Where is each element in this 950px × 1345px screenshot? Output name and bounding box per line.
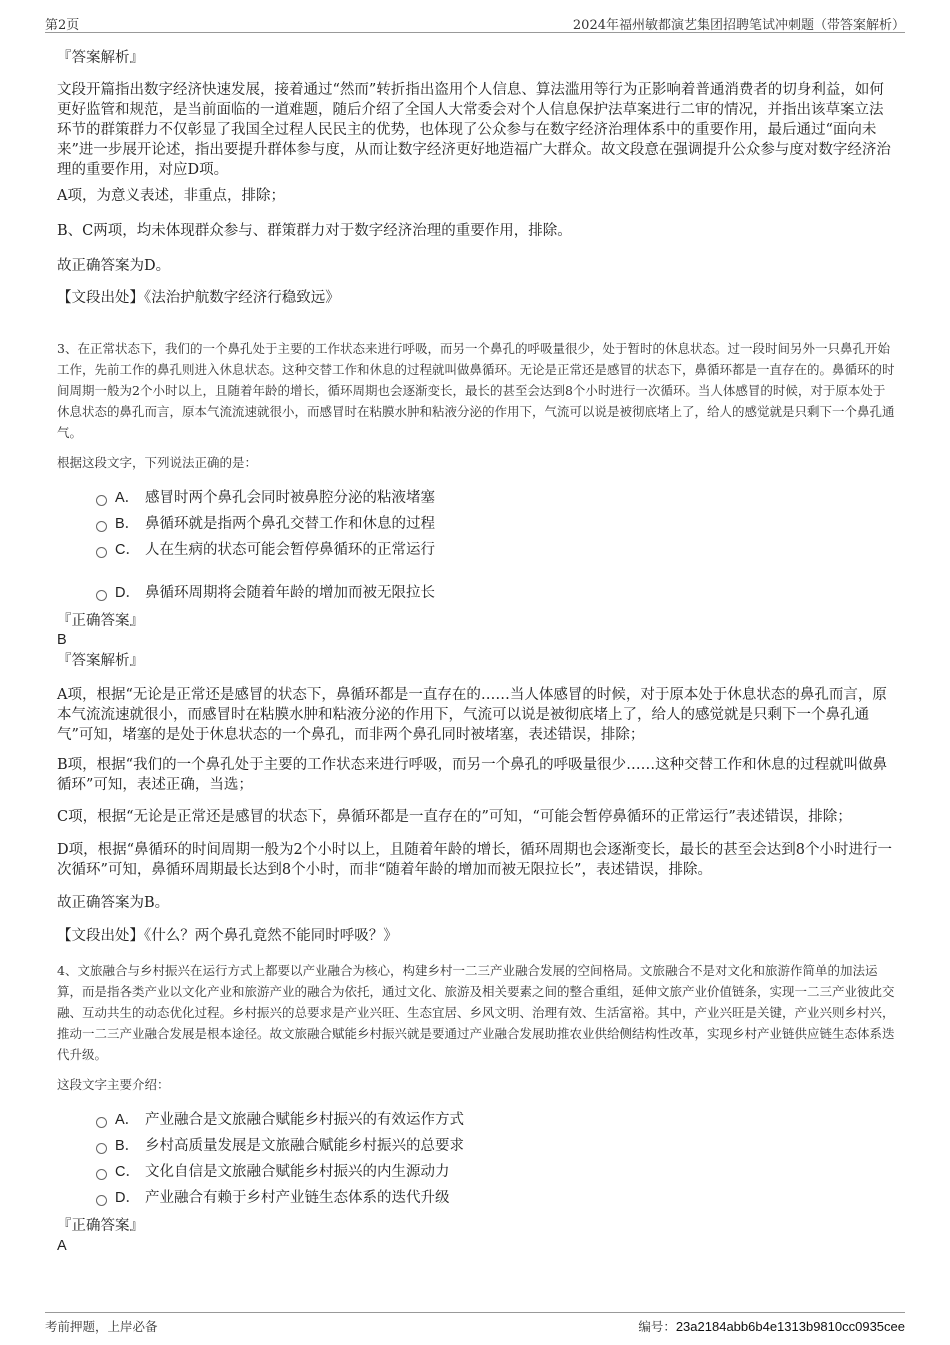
option-key: C．: [115, 542, 140, 558]
q3-analysis-title: 『答案解析』: [57, 653, 144, 669]
q4-question: 这段文字主要介绍：: [57, 1077, 170, 1092]
option-key: C．: [115, 1164, 140, 1180]
option-key: B．: [115, 516, 140, 532]
radio-icon[interactable]: [96, 521, 107, 532]
q3-option-b[interactable]: [96, 514, 435, 534]
q2-analysis-title: 『答案解析』: [57, 50, 144, 66]
q4-option-d[interactable]: [96, 1188, 450, 1208]
document-id: [638, 1317, 905, 1335]
option-text: 产业融合有赖于乡村产业链生态体系的迭代升级: [145, 1190, 450, 1206]
q4-answer-title: 『正确答案』: [57, 1218, 144, 1234]
radio-icon[interactable]: [96, 1117, 107, 1128]
q2-analysis-option-bc: B、C两项，均未体现群众参与、群策群力对于数字经济治理的重要作用，排除。: [57, 223, 572, 239]
q2-analysis-paragraph: 文段开篇指出数字经济快速发展，接着通过“然而”转折指出盗用个人信息、算法滥用等行为正影响着普通消费者的切身利益，如何更好监管和规范，是当前面临的一道难题，随后介绍了全国人大常委会对个人信息保护法草案进行二审的情况，并指出该草案立法环节的群策群力不仅彰显了我国全过程人民民主的优势，也体现了公众参与在数字经济治理体系中的重要作用，最后通过“面向未来”进一步展开论述，指出要提升群体参与度，从而让数字经济更好地造福广大群众。故文段意在强调提升公众参与度对数字经济治理的重要作用，对应D项。: [57, 82, 891, 178]
q3-analysis-d: D项，根据“鼻循环的时间周期一般为2个小时以上，且随着年龄的增长，循环周期也会逐渐变长，最长的甚至会达到8个小时进行一次循环”可知，鼻循环周期最长达到8个小时，而非“随着年龄的增加而被无限拉长”，表述错误，排除。: [57, 842, 892, 878]
q3-conclusion: 故正确答案为B。: [57, 895, 170, 911]
q3-answer-title: 『正确答案』: [57, 613, 144, 629]
document-id-label: 编号：: [638, 1319, 676, 1334]
option-key: D．: [115, 585, 140, 601]
q3-analysis-a: A项，根据“无论是正常还是感冒的状态下，鼻循环都是一直存在的……当人体感冒的时候，对于原本处于休息状态的鼻孔而言，原本气流流速就很小，而感冒时在粘膜水肿和粘液分泌的作用下，气流可以说是被彻底堵上了，给人的感觉就是只剩下一个鼻孔通气”可知，堵塞的是处于休息状态的一个鼻孔，而非两个鼻孔同时被堵塞，表述错误，排除；: [57, 687, 887, 743]
document-id-value: 23a2184abb6b4e1313b9810cc0935cee: [675, 1319, 905, 1334]
option-text: 产业融合是文旅融合赋能乡村振兴的有效运作方式: [145, 1112, 464, 1128]
document-title: 2024年福州敏都演艺集团招聘笔试冲刺题（带答案解析）: [572, 18, 905, 33]
q3-analysis-c: C项，根据“无论是正常还是感冒的状态下，鼻循环都是一直存在的”可知，“可能会暂停鼻循环的正常运行”表述错误，排除；: [57, 809, 852, 825]
option-text: 人在生病的状态可能会暂停鼻循环的正常运行: [145, 542, 435, 558]
option-key: A．: [115, 1112, 140, 1128]
page-number: 第2页: [45, 18, 80, 33]
q4-option-a[interactable]: [96, 1110, 464, 1130]
option-key: A．: [115, 490, 140, 506]
q3-source: 【文段出处】《什么？两个鼻孔竟然不能同时呼吸？》: [57, 928, 398, 944]
radio-icon[interactable]: [96, 547, 107, 558]
q2-source: 【文段出处】《法治护航数字经济行稳致远》: [57, 290, 340, 306]
q4-stem: 4、文旅融合与乡村振兴在运行方式上都要以产业融合为核心，构建乡村一二三产业融合发展的空间格局。文旅融合不是对文化和旅游作简单的加法运算，而是指各类产业以文化产业和旅游产业的融合为依托，通过文化、旅游及相关要素之间的整合重组，延伸文旅产业价值链条，实现一二三产业彼此交融、互动共生的动态优化过程。乡村振兴的总要求是产业兴旺、生态宜居、乡风文明、治理有效、生活富裕。其中，产业兴旺是关键，产业兴则乡村兴，推动一二三产业融合发展是根本途径。故文旅融合赋能乡村振兴就是要通过产业融合发展助推农业供给侧结构性改革，实现乡村产业链供应链生态体系迭代升级。: [57, 963, 895, 1062]
option-key: D．: [115, 1190, 140, 1206]
option-text: 感冒时两个鼻孔会同时被鼻腔分泌的粘液堵塞: [145, 490, 435, 506]
radio-icon[interactable]: [96, 495, 107, 506]
option-text: 文化自信是文旅融合赋能乡村振兴的内生源动力: [145, 1164, 450, 1180]
q4-answer: A: [57, 1238, 67, 1254]
radio-icon[interactable]: [96, 1195, 107, 1206]
q3-answer: B: [57, 632, 67, 648]
q3-option-a[interactable]: [96, 488, 435, 508]
option-text: 乡村高质量发展是文旅融合赋能乡村振兴的总要求: [145, 1138, 464, 1154]
q3-option-c[interactable]: [96, 540, 435, 560]
q3-question: 根据这段文字，下列说法正确的是：: [57, 455, 258, 470]
q2-analysis-option-a: A项，为意义表述，非重点，排除；: [57, 188, 285, 204]
radio-icon[interactable]: [96, 1169, 107, 1180]
option-text: 鼻循环就是指两个鼻孔交替工作和休息的过程: [145, 516, 435, 532]
q3-stem: 3、在正常状态下，我们的一个鼻孔处于主要的工作状态来进行呼吸，而另一个鼻孔的呼吸量很少，处于暂时的休息状态。过一段时间另外一只鼻孔开始工作，先前工作的鼻孔则进入休息状态。这种交替工作和休息的过程就叫做鼻循环。无论是正常还是感冒的状态下，鼻循环都是一直存在的。鼻循环的时间周期一般为2个小时以上，且随着年龄的增长，循环周期也会逐渐变长，最长的甚至会达到8个小时进行一次循环。当人体感冒的时候，对于原本处于休息状态的鼻孔而言，原本气流流速就很小，而感冒时在粘膜水肿和粘液分泌的作用下，气流可以说是被彻底堵上了，给人的感觉就是只剩下一个鼻孔通气。: [57, 341, 895, 440]
radio-icon[interactable]: [96, 590, 107, 601]
option-text: 鼻循环周期将会随着年龄的增加而被无限拉长: [145, 585, 435, 601]
q4-option-b[interactable]: [96, 1136, 464, 1156]
q3-analysis-b: B项，根据“我们的一个鼻孔处于主要的工作状态来进行呼吸，而另一个鼻孔的呼吸量很少……这种交替工作和休息的过程就叫做鼻循环”可知，表述正确，当选；: [57, 757, 888, 793]
q4-option-c[interactable]: [96, 1162, 450, 1182]
option-key: B．: [115, 1138, 140, 1154]
q2-conclusion: 故正确答案为D。: [57, 258, 171, 274]
radio-icon[interactable]: [96, 1143, 107, 1154]
footer-slogan: 考前押题，上岸必备: [45, 1319, 158, 1334]
q3-option-d[interactable]: [96, 583, 435, 603]
page-footer: [45, 1312, 905, 1335]
